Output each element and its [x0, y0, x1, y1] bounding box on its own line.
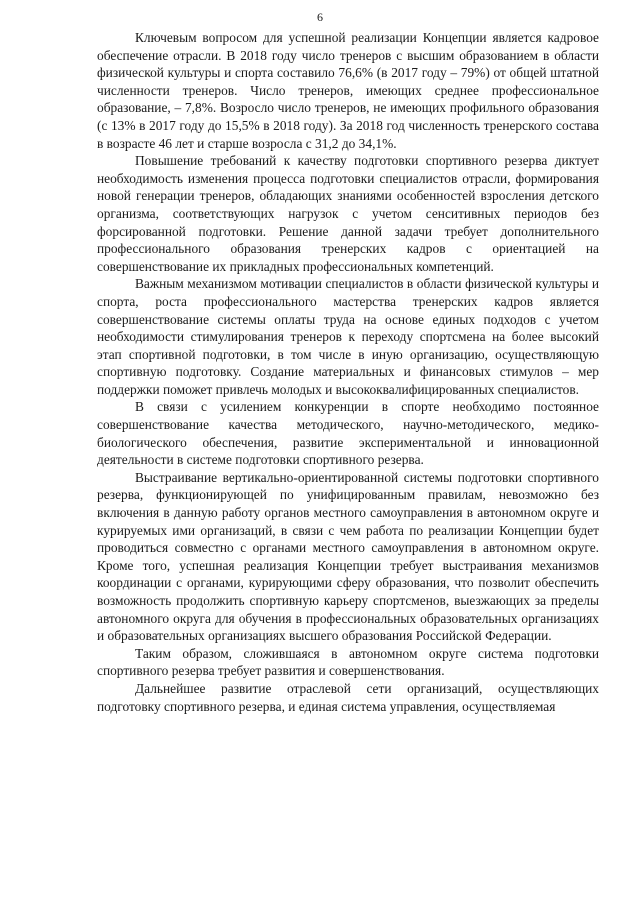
paragraph-competition: В связи с усилением конкуренции в спорте необходимо постоянное совершенствование качества методического, научно-методического, медико-биологического обеспечения, развитие экспериментальной и инновационной деятельности в системе подготовки спортивного резерва.	[97, 399, 599, 468]
document-body	[97, 29, 599, 715]
paragraph-further-development: Дальнейшее развитие отраслевой сети организаций, осуществляющих подготовку спортивного резерва, и единая система управления, осуществляемая	[97, 680, 599, 714]
page-number: 6	[317, 10, 323, 24]
paragraph-motivation: Важным механизмом мотивации специалистов в области физической культуры и спорта, роста профессионального мастерства тренерских кадров является совершенствование системы оплаты труда на основе единых подходов с учетом необходимости стимулирования тренеров к переходу спортсмена на более высокий этап спортивной подготовки, в том числе в иную организацию, осуществляющую спортивную подготовку. Создание материальных и финансовых стимулов – мер поддержки поможет привлечь молодых и высококвалифицированных специалистов.	[97, 276, 599, 397]
paragraph-staffing: Ключевым вопросом для успешной реализации Концепции является кадровое обеспечение отрасли. В 2018 году число тренеров с высшим образованием в области физической культуры и спорта составило 76,6% (в 2017 году – 79%) от общей штатной численности тренеров. Число тренеров, имеющих среднее профессиональное образование, – 7,8%. Возросло число тренеров, не имеющих профильного образования (с 13% в 2017 году до 15,5% в 2018 году). За 2018 год численность тренерского состава в возрасте 46 лет и старше возросла с 31,2 до 34,1%.	[97, 30, 599, 151]
paragraph-vertical-system: Выстраивание вертикально-ориентированной системы подготовки спортивного резерва, функционирующей по унифицированным правилам, невозможно без включения в данную работу органов местного самоуправления в автономном округе и курируемых ими организаций, в связи с чем работа по реализации Концепции будет проводиться совместно с органами местного самоуправления в автономном округе. Кроме того, успешная реализация Концепции требует выстраивания механизмов координации с органами, курирующими сферу образования, что позволит обеспечить возможность продолжить спортивную карьеру спортсменов, выезжающих за пределы автономного округа для обучения в профессиональных образовательных организациях и образовательных организациях высшего образования Российской Федерации.	[97, 469, 599, 644]
paragraph-conclusion: Таким образом, сложившаяся в автономном округе система подготовки спортивного резерва требует развития и совершенствования.	[97, 645, 599, 679]
paragraph-requirements: Повышение требований к качеству подготовки спортивного резерва диктует необходимость изменения процесса подготовки специалистов отрасли, формирования новой генерации тренеров, обладающих знаниями особенностей взросления детского организма, соответствующих нагрузок с учетом сенситивных периодов без форсированной подготовки. Решение данной задачи требует дополнительного профессионального образования тренерских кадров с ориентацией на совершенствование их прикладных профессиональных компетенций.	[97, 153, 599, 274]
